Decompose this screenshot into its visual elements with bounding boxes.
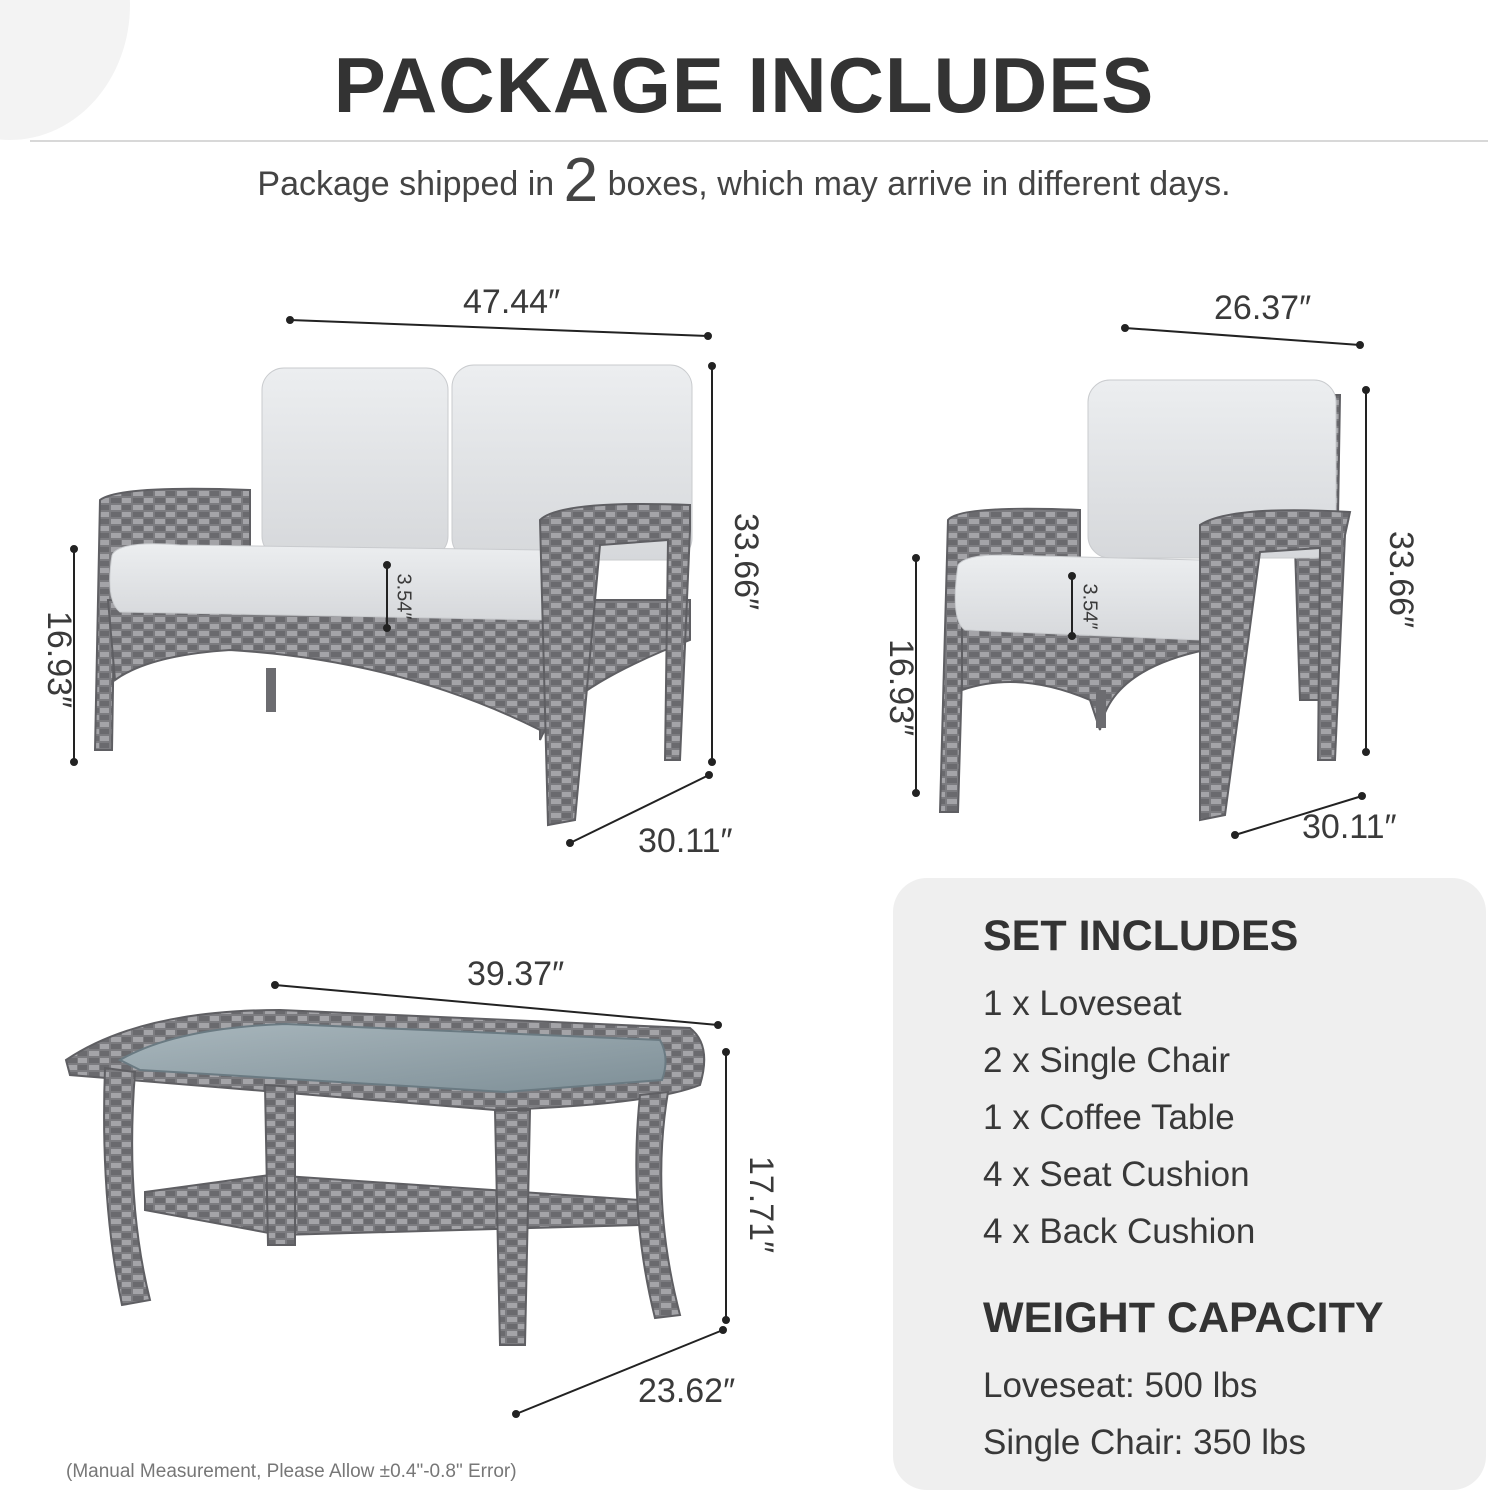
table-height-label: 17.71″: [742, 1155, 781, 1254]
table-width-label: 39.37″: [467, 955, 565, 993]
set-item: 1 x Coffee Table: [983, 1098, 1235, 1137]
box-count: 2: [563, 146, 599, 215]
weight-item: Loveseat: 500 lbs: [983, 1366, 1258, 1405]
set-item: 4 x Back Cushion: [983, 1212, 1256, 1251]
set-item: 1 x Loveseat: [983, 984, 1182, 1023]
shipping-note-prefix: Package shipped in: [257, 165, 555, 203]
measurement-footnote: (Manual Measurement, Please Allow ±0.4"-0.8" Error): [66, 1461, 517, 1482]
table-depth-label: 23.62″: [638, 1372, 736, 1410]
loveseat-seat-height-label: 16.93″: [40, 610, 79, 709]
chair-depth-label: 30.11″: [1302, 808, 1397, 846]
set-includes-heading: SET INCLUDES: [983, 912, 1299, 960]
loveseat-width-label: 47.44″: [463, 283, 561, 321]
loveseat-height-label: 33.66″: [727, 512, 766, 611]
loveseat-cushion-label: 3.54″: [392, 573, 415, 620]
shipping-note-suffix: boxes, which may arrive in different days.: [607, 165, 1231, 203]
weight-item: Single Chair: 350 lbs: [983, 1423, 1306, 1462]
set-item: 4 x Seat Cushion: [983, 1155, 1250, 1194]
set-item: 2 x Single Chair: [983, 1041, 1231, 1080]
weight-capacity-heading: WEIGHT CAPACITY: [983, 1294, 1384, 1342]
chair-illustration: [940, 380, 1350, 820]
chair-cushion-label: 3.54″: [1078, 583, 1101, 630]
page-title: PACKAGE INCLUDES: [333, 41, 1155, 129]
chair-height-label: 33.66″: [1382, 530, 1421, 629]
chair-seat-height-label: 16.93″: [882, 638, 921, 737]
loveseat-depth-label: 30.11″: [638, 822, 733, 860]
set-info-panel: [893, 878, 1486, 1490]
coffee-table-illustration: [66, 1010, 704, 1345]
chair-width-label: 26.37″: [1214, 289, 1312, 327]
